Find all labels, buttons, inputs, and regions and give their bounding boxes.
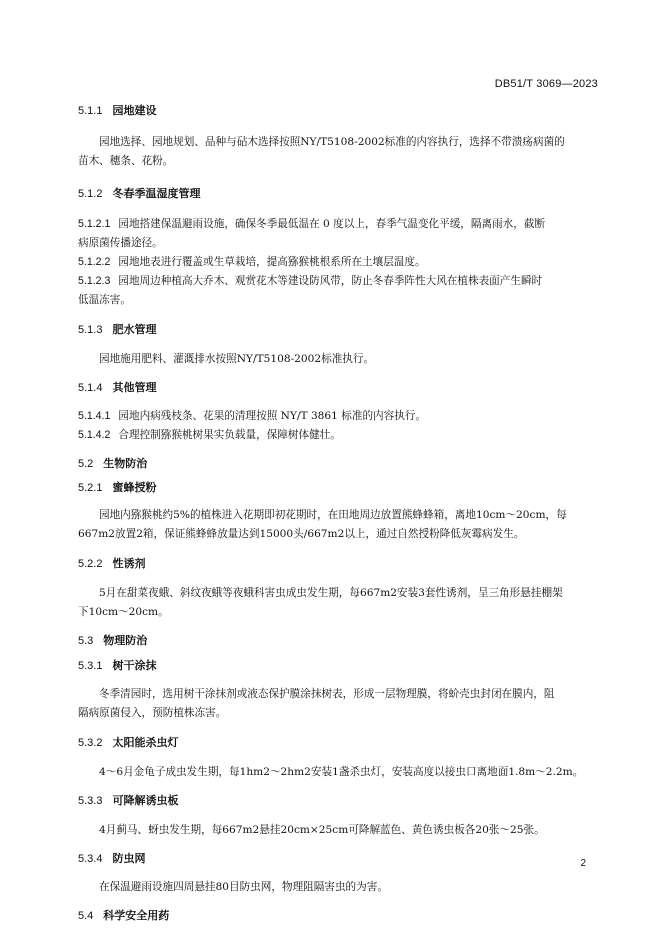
heading-5-2	[78, 456, 602, 472]
item-number: 5.1.4.1	[78, 410, 111, 422]
heading-title: 生物防治	[103, 457, 148, 470]
heading-title: 科学安全用药	[103, 909, 170, 922]
item-text: 合理控制猕猴桃树果实负载量，保障树体健壮。	[118, 429, 341, 441]
document-code: DB51/T 3069—2023	[494, 78, 598, 90]
list-item-continuation: 低温冻害。	[78, 294, 131, 306]
heading-number: 5.1.1	[78, 105, 103, 117]
heading-number: 5.1.3	[78, 324, 103, 336]
heading-number: 5.3.4	[78, 853, 103, 865]
paragraph: 园地施用肥料、灌溉排水按照NY/T5108-2002标准执行。	[99, 353, 375, 365]
paragraph: 下10cm～20cm。	[78, 606, 169, 618]
item-text: 园地搭建保温避雨设施，确保冬季最低温在 0 度以上，春季气温变化平缓，隔离雨水，截断	[118, 218, 546, 230]
paragraph: 4月蓟马、蚜虫发生期，每667m2悬挂20cm×25cm可降解蓝色、黄色诱虫板各20张～25张。	[99, 824, 545, 836]
heading-5-2-1	[78, 480, 602, 496]
heading-5-4	[78, 908, 602, 924]
heading-number: 5.2.2	[78, 558, 103, 570]
heading-title: 蜜蜂授粉	[112, 481, 157, 494]
list-item	[78, 407, 602, 426]
heading-number: 5.3.1	[78, 660, 103, 672]
list-item	[78, 253, 602, 272]
paragraph: 在保温避雨设施四周悬挂80目防虫网，物理阻隔害虫的为害。	[99, 881, 388, 893]
heading-5-2-2	[78, 556, 602, 572]
paragraph: 667m2放置2箱，保证熊蜂蜂放量达到15000头/667m2以上，通过自然授粉降低灰霉病发生。	[78, 528, 525, 540]
heading-5-3	[78, 633, 602, 649]
paragraph: 园地内猕猴桃约5%的植株进入花期即初花期时，在田地周边放置熊蜂蜂箱，离地10cm～20cm，每	[99, 509, 567, 521]
heading-5-1-1	[78, 103, 602, 119]
heading-5-1-2	[78, 186, 602, 202]
document-body	[78, 103, 602, 924]
heading-title: 太阳能杀虫灯	[112, 736, 179, 749]
item-number: 5.1.4.2	[78, 429, 111, 441]
item-text: 园地内病残枝条、花果的清理按照 NY/T 3861 标准的内容执行。	[118, 410, 427, 422]
heading-5-1-3	[78, 322, 602, 338]
heading-number: 5.1.2	[78, 188, 103, 200]
item-text: 园地地表进行覆盖或生草栽培，提高猕猴桃根系所在土壤层温度。	[118, 256, 426, 268]
item-text: 园地周边种植高大乔木、观赏花木等建设防风带，防止冬春季阵性大风在植株表面产生瞬时	[118, 275, 543, 287]
heading-title: 物理防治	[103, 634, 148, 647]
heading-number: 5.2	[78, 458, 94, 470]
paragraph: 苗木、穗条、花粉。	[78, 155, 174, 167]
heading-5-3-3	[78, 793, 602, 809]
heading-number: 5.3.2	[78, 737, 103, 749]
paragraph: 隔病原菌侵入，预防植株冻害。	[78, 707, 227, 719]
heading-5-3-2	[78, 735, 602, 751]
paragraph: 4～6月金龟子成虫发生期，每1hm2～2hm2安装1盏杀虫灯，安装高度以接虫口离地面1.8m～2.2m。	[99, 766, 584, 778]
list-item	[78, 272, 602, 291]
heading-title: 性诱剂	[112, 557, 146, 570]
list-item	[78, 426, 602, 445]
heading-title: 防虫网	[112, 852, 146, 865]
heading-5-3-4	[78, 851, 602, 867]
heading-5-1-4	[78, 380, 602, 396]
item-number: 5.1.2.2	[78, 256, 111, 268]
heading-number: 5.2.1	[78, 482, 103, 494]
list-item	[78, 215, 602, 234]
item-number: 5.1.2.1	[78, 218, 111, 230]
heading-5-3-1	[78, 658, 602, 674]
heading-number: 5.4	[78, 910, 94, 922]
heading-number: 5.3	[78, 635, 94, 647]
heading-title: 树干涂抹	[112, 659, 157, 672]
heading-number: 5.3.3	[78, 795, 103, 807]
paragraph: 冬季清园时，选用树干涂抹剂或液态保护膜涂抹树表，形成一层物理膜，将蚧壳虫封闭在膜内，阻	[99, 688, 555, 700]
heading-title: 肥水管理	[112, 323, 157, 336]
paragraph: 5月在甜菜夜蛾、斜纹夜蛾等夜蛾科害虫成虫发生期，每667m2安装3套性诱剂，呈三角形悬挂棚架	[99, 587, 563, 599]
list-item-continuation: 病原菌传播途径。	[78, 237, 163, 249]
heading-number: 5.1.4	[78, 382, 103, 394]
heading-title: 其他管理	[112, 381, 157, 394]
heading-title: 可降解诱虫板	[112, 794, 179, 807]
item-number: 5.1.2.3	[78, 275, 111, 287]
page-number: 2	[580, 858, 586, 869]
paragraph: 园地选择、园地规划、品种与砧木选择按照NY/T5108-2002标准的内容执行，选择不带溃疡病菌的	[99, 136, 565, 148]
heading-title: 园地建设	[112, 104, 157, 117]
heading-title: 冬春季温湿度管理	[112, 187, 201, 200]
